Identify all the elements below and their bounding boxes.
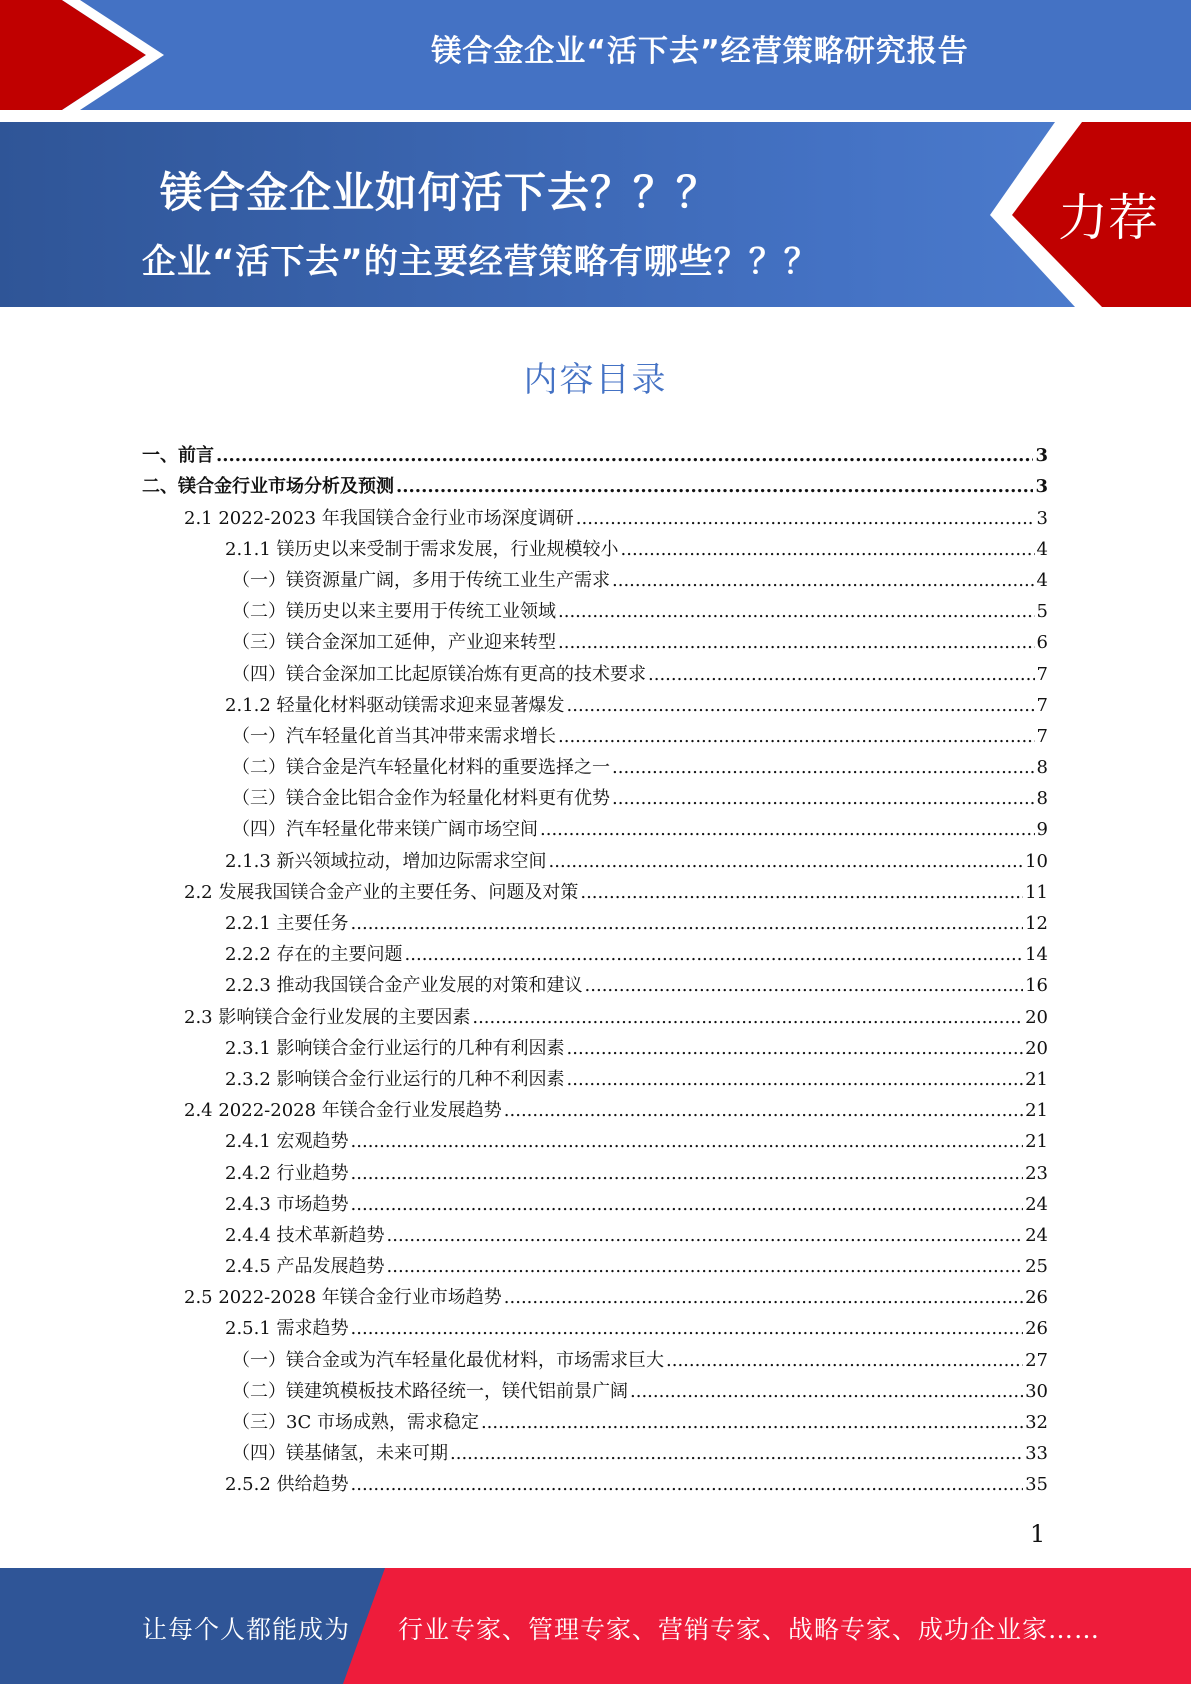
toc-leader-dots [558,631,1035,655]
toc-entry[interactable] [142,936,1048,967]
toc-leader-dots [612,569,1035,593]
toc-heading: 内容目录 [523,360,668,400]
toc-entry-page: 35 [1025,1474,1048,1496]
toc-entry-text: 2.3 影响镁合金行业发展的主要因素 [184,1006,471,1028]
toc-entry[interactable] [142,531,1048,562]
toc-entry-page: 14 [1025,944,1048,966]
toc-entry-text: 2.1 2022-2023 年我国镁合金行业市场深度调研 [184,507,574,529]
toc-entry[interactable] [142,1123,1048,1154]
toc-entry-text: 2.2.2 存在的主要问题 [225,944,403,966]
toc-entry-page: 12 [1025,913,1048,934]
footer-banner [0,1568,1191,1684]
toc-entry[interactable] [142,1404,1048,1435]
toc-leader-dots [472,1006,1023,1030]
toc-entry-page: 7 [1036,694,1048,716]
toc-leader-dots [540,818,1035,842]
report-title: 镁合金企业“活下去”经营策略研究报告 [431,34,969,69]
toc-entry-page: 5 [1036,601,1048,623]
recommend-badge: 力荐 [1058,189,1158,247]
toc-entry-text: （四）镁合金深加工比起原镁冶炼有更高的技术要求 [232,663,646,685]
toc-leader-dots [387,1224,1024,1248]
toc-entry[interactable] [142,1341,1048,1372]
toc-entry-page: 24 [1025,1193,1048,1215]
toc-entry[interactable] [142,1092,1048,1123]
toc-leader-dots [351,912,1024,936]
toc-entry-text: 2.2.3 推动我国镁合金产业发展的对策和建议 [225,975,583,997]
toc-entry-text: （三）镁合金深加工延伸，产业迎来转型 [232,632,556,654]
toc-leader-dots [585,974,1024,998]
toc-entry-text: 2.3.1 影响镁合金行业运行的几种有利因素 [225,1037,565,1059]
toc-leader-dots [216,444,1033,468]
toc-entry-text: 2.4.1 宏观趋势 [225,1131,349,1153]
toc-entry-text: 2.5 2022-2028 年镁合金行业市场趋势 [184,1287,502,1309]
toc-entry-page: 21 [1025,1131,1048,1153]
footer-slogan-left: 让每个人都能成为 [142,1615,351,1644]
toc-leader-dots [387,1255,1024,1279]
toc-leader-dots [351,1130,1024,1154]
toc-entry-page: 23 [1025,1162,1048,1184]
toc-entry-text: 2.4 2022-2028 年镁合金行业发展趋势 [184,1100,502,1122]
toc-entry-text: （四）镁基储氢，未来可期 [232,1443,448,1465]
toc-leader-dots [405,943,1024,967]
toc-entry[interactable] [142,1279,1048,1310]
table-of-contents [142,437,1048,1497]
toc-entry[interactable] [142,687,1048,718]
toc-leader-dots [549,850,1024,874]
toc-entry[interactable] [142,718,1048,749]
toc-entry[interactable] [142,905,1048,936]
toc-entry-page: 4 [1036,569,1048,591]
toc-entry-text: 2.4.3 市场趋势 [225,1193,349,1215]
toc-entry[interactable] [142,1061,1048,1092]
toc-entry-page: 3 [1035,445,1048,467]
toc-leader-dots [648,663,1035,687]
toc-entry[interactable] [142,874,1048,905]
toc-entry[interactable] [142,437,1048,468]
toc-entry-page: 7 [1036,663,1048,685]
toc-entry-text: 2.1.2 轻量化材料驱动镁需求迎来显著爆发 [225,694,565,716]
toc-entry-text: 一、前言 [142,445,214,467]
toc-leader-dots [351,1193,1024,1217]
toc-leader-dots [351,1317,1024,1341]
toc-leader-dots [481,1411,1023,1435]
hero-banner [0,122,1191,307]
toc-entry-text: 2.1.3 新兴领域拉动，增加边际需求空间 [225,850,547,872]
toc-entry-text: 2.4.5 产品发展趋势 [225,1256,385,1278]
toc-entry-page: 8 [1036,757,1048,779]
toc-entry-page: 7 [1036,725,1048,747]
toc-entry-page: 30 [1025,1380,1048,1402]
toc-entry[interactable] [142,780,1048,811]
toc-entry-text: （三）镁合金比铝合金作为轻量化材料更有优势 [232,788,610,810]
toc-entry[interactable] [142,1248,1048,1279]
toc-entry-text: 2.2 发展我国镁合金产业的主要任务、问题及对策 [184,881,579,903]
toc-leader-dots [558,600,1035,624]
toc-leader-dots [504,1099,1023,1123]
toc-entry-text: 2.2.1 主要任务 [225,913,349,934]
toc-leader-dots [351,1473,1024,1497]
toc-leader-dots [612,756,1035,780]
toc-leader-dots [558,725,1035,749]
toc-entry-text: （一）汽车轻量化首当其冲带来需求增长 [232,725,556,747]
toc-entry[interactable] [142,1373,1048,1404]
toc-leader-dots [580,881,1023,905]
top-banner [0,0,1191,110]
toc-entry-text: （一）镁合金或为汽车轻量化最优材料，市场需求巨大 [232,1349,664,1371]
toc-leader-dots [396,475,1033,499]
toc-entry[interactable] [142,499,1048,530]
toc-entry[interactable] [142,842,1048,873]
toc-entry[interactable] [142,655,1048,686]
toc-entry-text: 二、镁合金行业市场分析及预测 [142,476,394,498]
toc-entry-page: 32 [1025,1412,1048,1433]
toc-entry-text: （二）镁历史以来主要用于传统工业领域 [232,601,556,623]
toc-entry-page: 10 [1025,850,1048,872]
toc-entry-page: 21 [1025,1068,1048,1090]
toc-entry[interactable] [142,967,1048,998]
toc-entry-page: 8 [1036,788,1048,810]
toc-leader-dots [666,1349,1023,1373]
toc-leader-dots [621,538,1035,562]
toc-entry-page: 3 [1036,507,1048,529]
toc-entry[interactable] [142,998,1048,1029]
toc-entry-text: （三）3C 市场成熟，需求稳定 [232,1412,479,1433]
toc-leader-dots [567,694,1035,718]
toc-entry-page: 21 [1025,1100,1048,1122]
toc-entry-text: 2.4.4 技术革新趋势 [225,1224,385,1246]
toc-entry-page: 24 [1025,1224,1048,1246]
toc-entry-page: 26 [1025,1287,1048,1309]
toc-entry[interactable] [142,1154,1048,1185]
toc-entry-page: 20 [1025,1006,1048,1028]
toc-entry-text: 2.3.2 影响镁合金行业运行的几种不利因素 [225,1068,565,1090]
toc-entry-text: 2.5.2 供给趋势 [225,1474,349,1496]
toc-entry-page: 4 [1036,538,1048,560]
headline-secondary: 企业“活下去”的主要经营策略有哪些？？？ [142,242,819,282]
toc-leader-dots [567,1037,1024,1061]
toc-leader-dots [351,1162,1024,1186]
toc-entry-page: 25 [1025,1256,1048,1278]
toc-entry[interactable] [142,811,1048,842]
toc-entry-text: 2.4.2 行业趋势 [225,1162,349,1184]
page-number: 1 [1030,1520,1046,1548]
toc-entry[interactable] [142,624,1048,655]
headline-primary: 镁合金企业如何活下去？？？ [160,168,720,217]
toc-entry-text: 2.5.1 需求趋势 [225,1318,349,1340]
toc-entry[interactable] [142,1186,1048,1217]
toc-entry-page: 26 [1025,1318,1048,1340]
toc-leader-dots [567,1068,1024,1092]
toc-entry-text: （二）镁建筑模板技术路径统一，镁代铝前景广阔 [232,1380,628,1402]
toc-entry-text: （一）镁资源量广阔，多用于传统工业生产需求 [232,569,610,591]
toc-leader-dots [576,507,1035,531]
toc-leader-dots [504,1286,1023,1310]
toc-entry-page: 11 [1025,881,1048,903]
toc-entry-page: 3 [1035,476,1048,498]
toc-entry-page: 6 [1036,632,1048,654]
toc-leader-dots [450,1442,1023,1466]
toc-entry[interactable] [142,1435,1048,1466]
toc-entry-page: 9 [1036,819,1048,841]
toc-entry[interactable] [142,468,1048,499]
toc-leader-dots [630,1380,1023,1404]
toc-entry[interactable] [142,1466,1048,1497]
toc-entry[interactable] [142,1030,1048,1061]
toc-entry-page: 27 [1025,1349,1048,1371]
toc-leader-dots [612,787,1035,811]
toc-entry[interactable] [142,1310,1048,1341]
toc-entry-text: （二）镁合金是汽车轻量化材料的重要选择之一 [232,757,610,779]
toc-entry-text: （四）汽车轻量化带来镁广阔市场空间 [232,819,538,841]
toc-entry[interactable] [142,749,1048,780]
toc-entry[interactable] [142,593,1048,624]
toc-entry-text: 2.1.1 镁历史以来受制于需求发展，行业规模较小 [225,538,619,560]
footer-slogan-right: 行业专家、管理专家、营销专家、战略专家、成功企业家…… [398,1615,1101,1644]
toc-entry-page: 20 [1025,1037,1048,1059]
toc-entry[interactable] [142,1217,1048,1248]
toc-entry[interactable] [142,562,1048,593]
toc-entry-page: 16 [1025,975,1048,997]
toc-entry-page: 33 [1025,1443,1048,1465]
